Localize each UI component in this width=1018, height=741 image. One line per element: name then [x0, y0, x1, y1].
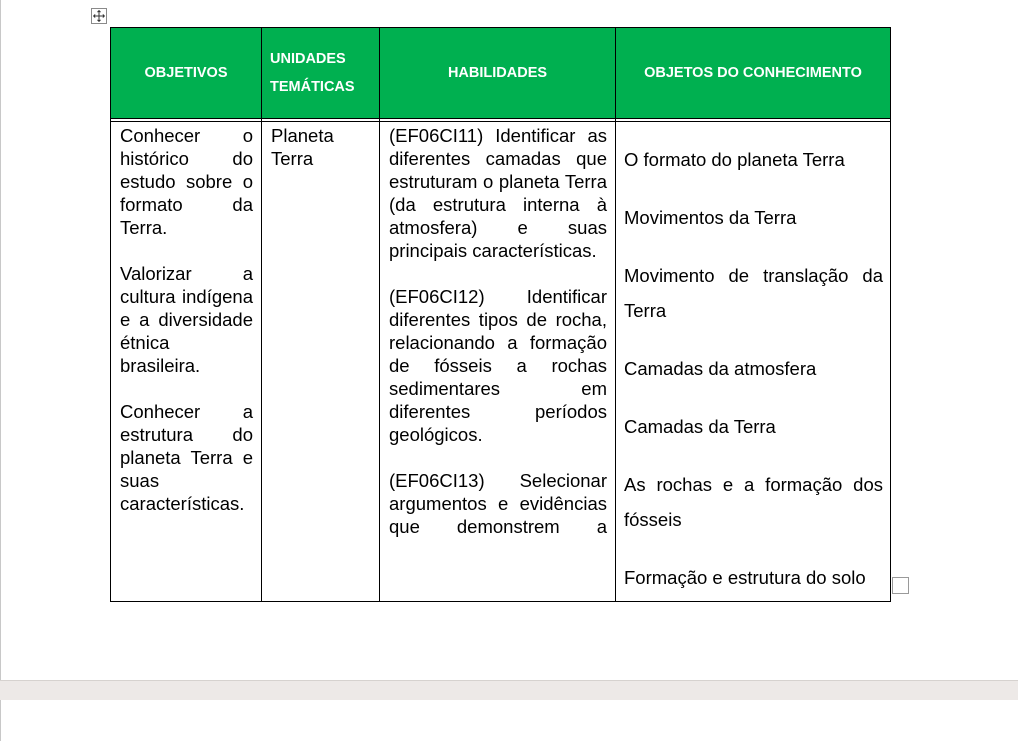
- objeto-item: Camadas da atmosfera: [624, 358, 817, 379]
- page-gap: [0, 680, 1018, 701]
- habilidade-item: (EF06CI13) Selecionar argumentos e evidências que demonstrem a: [389, 470, 607, 537]
- objetivo-item: Valorizar a cultura indígena e a diversidade étnica brasileira.: [120, 263, 253, 376]
- habilidade-item: (EF06CI12) Identificar diferentes tipos de rocha, relacionando a formação de fósseis a rochas sedimentares em diferentes períodos geológicos.: [389, 286, 607, 445]
- curriculum-table: [110, 27, 891, 602]
- table-resize-handle[interactable]: [892, 577, 909, 594]
- habilidade-item: (EF06CI11) Identificar as diferentes camadas que estruturam o planeta Terra (da estrutura interna à atmosfera) e suas principais características.: [389, 125, 607, 261]
- objeto-item: Movimento de translação da Terra: [624, 265, 883, 321]
- objeto-item: As rochas e a formação dos fósseis: [624, 474, 883, 530]
- objetivo-item: Conhecer o histórico do estudo sobre o formato da Terra.: [120, 125, 253, 238]
- header-unidades-tematicas[interactable]: [262, 28, 380, 119]
- unidade-text: Planeta Terra: [271, 125, 334, 169]
- objeto-item: Formação e estrutura do solo: [624, 567, 866, 588]
- header-unidades-line2: TEMÁTICAS: [270, 79, 355, 95]
- four-arrows-icon: [93, 10, 105, 22]
- habilidades-cell[interactable]: [380, 122, 616, 602]
- objetos-cell[interactable]: [616, 122, 891, 602]
- next-page: [0, 700, 1018, 741]
- header-objetivos[interactable]: OBJETIVOS: [111, 28, 262, 119]
- objeto-item: O formato do planeta Terra: [624, 149, 845, 170]
- header-row: [111, 28, 891, 119]
- header-habilidades[interactable]: HABILIDADES: [380, 28, 616, 119]
- objeto-item: Camadas da Terra: [624, 416, 776, 437]
- objetivo-item: Conhecer a estrutura do planeta Terra e suas características.: [120, 401, 253, 514]
- header-unidades-line1: UNIDADES: [270, 51, 346, 67]
- objeto-item: Movimentos da Terra: [624, 207, 797, 228]
- content-row: [111, 122, 891, 602]
- header-objetos[interactable]: OBJETOS DO CONHECIMENTO: [616, 28, 891, 119]
- table-move-handle-icon[interactable]: [91, 8, 107, 24]
- unidade-cell[interactable]: [262, 122, 380, 602]
- objetivos-cell[interactable]: [111, 122, 262, 602]
